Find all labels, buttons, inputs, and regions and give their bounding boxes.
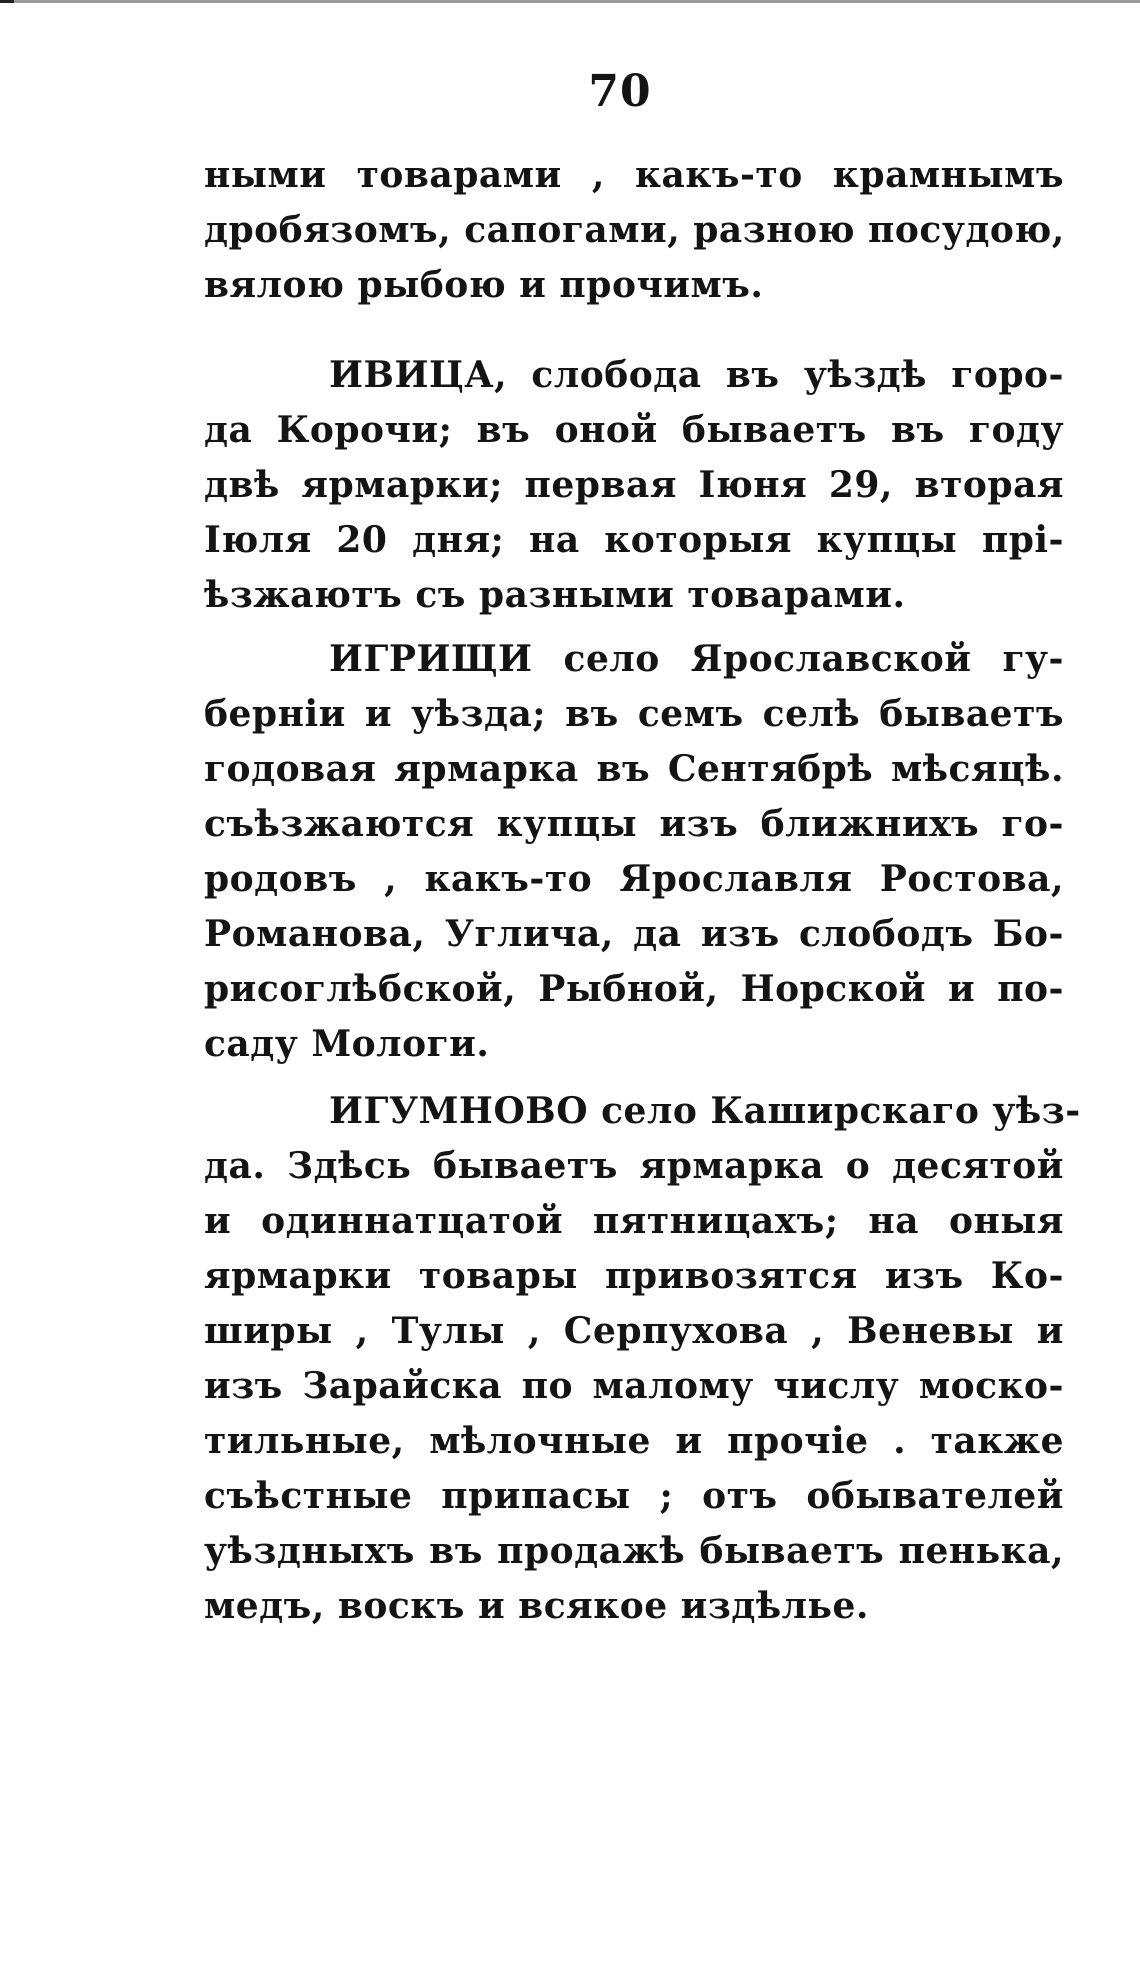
entry-headword: ИВИЦА, xyxy=(329,354,508,396)
scan-edge xyxy=(0,0,1140,3)
text-line: съѣстные припасы ; отъ обывателей xyxy=(204,1475,1064,1517)
text-line: ширы , Тулы , Серпухова , Веневы и xyxy=(204,1310,1064,1352)
text-line: тильные, мѣлочные и прочіе . также xyxy=(204,1420,1064,1462)
text-fragment: село Ярославской гу- xyxy=(532,638,1064,680)
text-line: съѣзжаются купцы изъ ближнихъ го- xyxy=(204,803,1064,845)
entry-ivitsa xyxy=(204,348,1064,623)
text-line: двѣ ярмарки; первая Іюня 29, вторая xyxy=(204,464,1064,506)
text-line: Романова, Углича, да изъ слободъ Бо- xyxy=(204,913,1064,955)
text-line: ными товарами , какъ-то крамнымъ xyxy=(204,154,1064,196)
text-line: и одиннатцатой пятницахъ; на оныя xyxy=(204,1200,1064,1242)
text-line: берніи и уѣзда; въ семъ селѣ бываетъ xyxy=(204,693,1064,735)
text-line: дробязомъ, сапогами, разною посудою, xyxy=(204,209,1065,251)
text-line: саду Мологи. xyxy=(204,1023,490,1065)
text-line: вялою рыбою и прочимъ. xyxy=(204,264,764,306)
text-line: ярмарки товары привозятся изъ Ко- xyxy=(204,1255,1064,1297)
text-line: родовъ , какъ-то Ярославля Ростова, xyxy=(204,858,1064,900)
text-line: ѣзжаютъ съ разными товарами. xyxy=(204,574,906,616)
entry-headword: ИГУМНОВО xyxy=(329,1090,589,1132)
entry-headword: ИГРИЩИ xyxy=(329,638,533,680)
page-number: 70 xyxy=(588,66,652,117)
text-line: годовая ярмарка въ Сентябрѣ мѣсяцѣ. xyxy=(204,748,1064,790)
text-fragment: слобода въ уѣздѣ горо- xyxy=(507,354,1064,396)
text-line: да Корочи; въ оной бываетъ въ году xyxy=(204,409,1064,451)
text-line: да. Здѣсь бываетъ ярмарка о десятой xyxy=(204,1145,1064,1187)
text-line: уѣздныхъ въ продажѣ бываетъ пенька, xyxy=(204,1530,1064,1572)
text-fragment: село Каширскаго уѣз- xyxy=(588,1090,1081,1132)
entry-igumnovo xyxy=(204,1084,1081,1634)
entry-first-line xyxy=(204,1084,1081,1139)
entry-first-line xyxy=(204,348,1064,403)
text-line: Іюля 20 дня; на которыя купцы прі- xyxy=(204,519,1064,561)
text-line: рисоглѣбской, Рыбной, Норской и по- xyxy=(204,968,1064,1010)
entry-first-line xyxy=(204,632,1064,687)
entry-igrishchi xyxy=(204,632,1064,1072)
entry-continuation xyxy=(204,148,1064,313)
text-line: изъ Зарайска по малому числу моско- xyxy=(204,1365,1064,1407)
text-line: медъ, воскъ и всякое издѣлье. xyxy=(204,1585,869,1627)
